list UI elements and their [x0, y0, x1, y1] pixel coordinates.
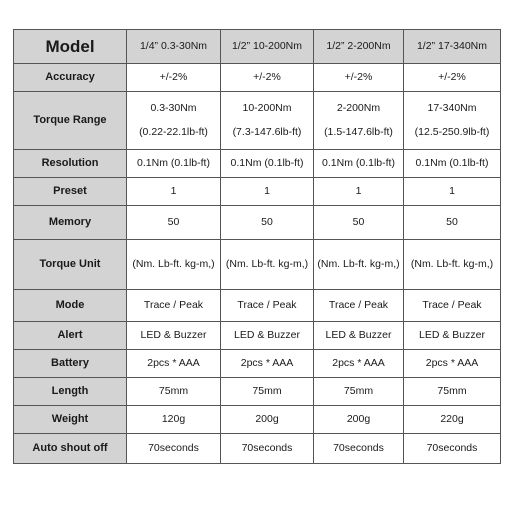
model-name: 1/2” 17-340Nm [404, 30, 501, 64]
spec-value: 2pcs * AAA [404, 350, 501, 378]
spec-row [14, 150, 501, 178]
spec-value: 2pcs * AAA [127, 350, 221, 378]
spec-value: +/-2% [404, 64, 501, 92]
spec-row [14, 406, 501, 434]
spec-value-secondary: (7.3-147.6lb-ft) [232, 125, 302, 138]
spec-table [13, 29, 501, 464]
spec-value: Trace / Peak [314, 290, 404, 322]
spec-value-primary: 2-200Nm [336, 102, 381, 115]
spec-value: (Nm. Lb-ft. kg-m,) [127, 240, 221, 290]
model-name: 1/4” 0.3-30Nm [127, 30, 221, 64]
spec-label: Torque Range [14, 92, 127, 150]
spec-row [14, 290, 501, 322]
spec-table-body [14, 30, 501, 464]
spec-row [14, 378, 501, 406]
spec-value: 120g [127, 406, 221, 434]
spec-row [14, 322, 501, 350]
model-header: Model [14, 30, 127, 64]
header-row [14, 30, 501, 64]
spec-value: LED & Buzzer [404, 322, 501, 350]
spec-row [14, 178, 501, 206]
spec-row [14, 434, 501, 464]
spec-value: 1 [127, 178, 221, 206]
spec-row [14, 206, 501, 240]
spec-value: (Nm. Lb-ft. kg-m,) [314, 240, 404, 290]
spec-value: Trace / Peak [221, 290, 314, 322]
spec-value: (Nm. Lb-ft. kg-m,) [404, 240, 501, 290]
spec-value: 75mm [221, 378, 314, 406]
spec-value: 75mm [314, 378, 404, 406]
spec-label: Memory [14, 206, 127, 240]
spec-value: 70seconds [127, 434, 221, 464]
spec-value-primary: 0.3-30Nm [150, 102, 197, 115]
model-name: 1/2” 2-200Nm [314, 30, 404, 64]
spec-value: 70seconds [314, 434, 404, 464]
spec-value: LED & Buzzer [314, 322, 404, 350]
spec-value-secondary: (0.22-22.1lb-ft) [139, 125, 208, 138]
spec-row [14, 350, 501, 378]
spec-value: 50 [404, 206, 501, 240]
spec-value [127, 92, 221, 150]
spec-label: Accuracy [14, 64, 127, 92]
spec-value-primary: 17-340Nm [427, 102, 477, 115]
spec-value: 0.1Nm (0.1lb-ft) [127, 150, 221, 178]
spec-label: Alert [14, 322, 127, 350]
spec-value [221, 92, 314, 150]
spec-value: 50 [221, 206, 314, 240]
spec-value: Trace / Peak [127, 290, 221, 322]
spec-value: +/-2% [127, 64, 221, 92]
spec-label: Weight [14, 406, 127, 434]
spec-value [314, 92, 404, 150]
spec-value: +/-2% [314, 64, 404, 92]
spec-row [14, 92, 501, 150]
spec-value: 200g [314, 406, 404, 434]
spec-value: 1 [404, 178, 501, 206]
spec-value: 1 [221, 178, 314, 206]
spec-value: LED & Buzzer [221, 322, 314, 350]
spec-value-secondary: (1.5-147.6lb-ft) [324, 125, 393, 138]
model-name: 1/2” 10-200Nm [221, 30, 314, 64]
spec-label: Mode [14, 290, 127, 322]
spec-value: 50 [127, 206, 221, 240]
spec-value: 200g [221, 406, 314, 434]
spec-value: +/-2% [221, 64, 314, 92]
spec-value: 0.1Nm (0.1lb-ft) [404, 150, 501, 178]
spec-label: Length [14, 378, 127, 406]
spec-label: Auto shout off [14, 434, 127, 464]
spec-value: Trace / Peak [404, 290, 501, 322]
spec-label: Preset [14, 178, 127, 206]
spec-value: 220g [404, 406, 501, 434]
spec-value: 50 [314, 206, 404, 240]
spec-value: (Nm. Lb-ft. kg-m,) [221, 240, 314, 290]
spec-value: 70seconds [404, 434, 501, 464]
spec-value [404, 92, 501, 150]
spec-label: Torque Unit [14, 240, 127, 290]
spec-row [14, 240, 501, 290]
spec-value: 1 [314, 178, 404, 206]
spec-value: LED & Buzzer [127, 322, 221, 350]
spec-value: 75mm [404, 378, 501, 406]
spec-row [14, 64, 501, 92]
spec-value: 2pcs * AAA [314, 350, 404, 378]
spec-value-secondary: (12.5-250.9lb-ft) [414, 125, 490, 138]
spec-value-primary: 10-200Nm [242, 102, 292, 115]
spec-value: 0.1Nm (0.1lb-ft) [314, 150, 404, 178]
spec-label: Resolution [14, 150, 127, 178]
spec-value: 75mm [127, 378, 221, 406]
spec-value: 2pcs * AAA [221, 350, 314, 378]
spec-value: 70seconds [221, 434, 314, 464]
spec-value: 0.1Nm (0.1lb-ft) [221, 150, 314, 178]
spec-label: Battery [14, 350, 127, 378]
